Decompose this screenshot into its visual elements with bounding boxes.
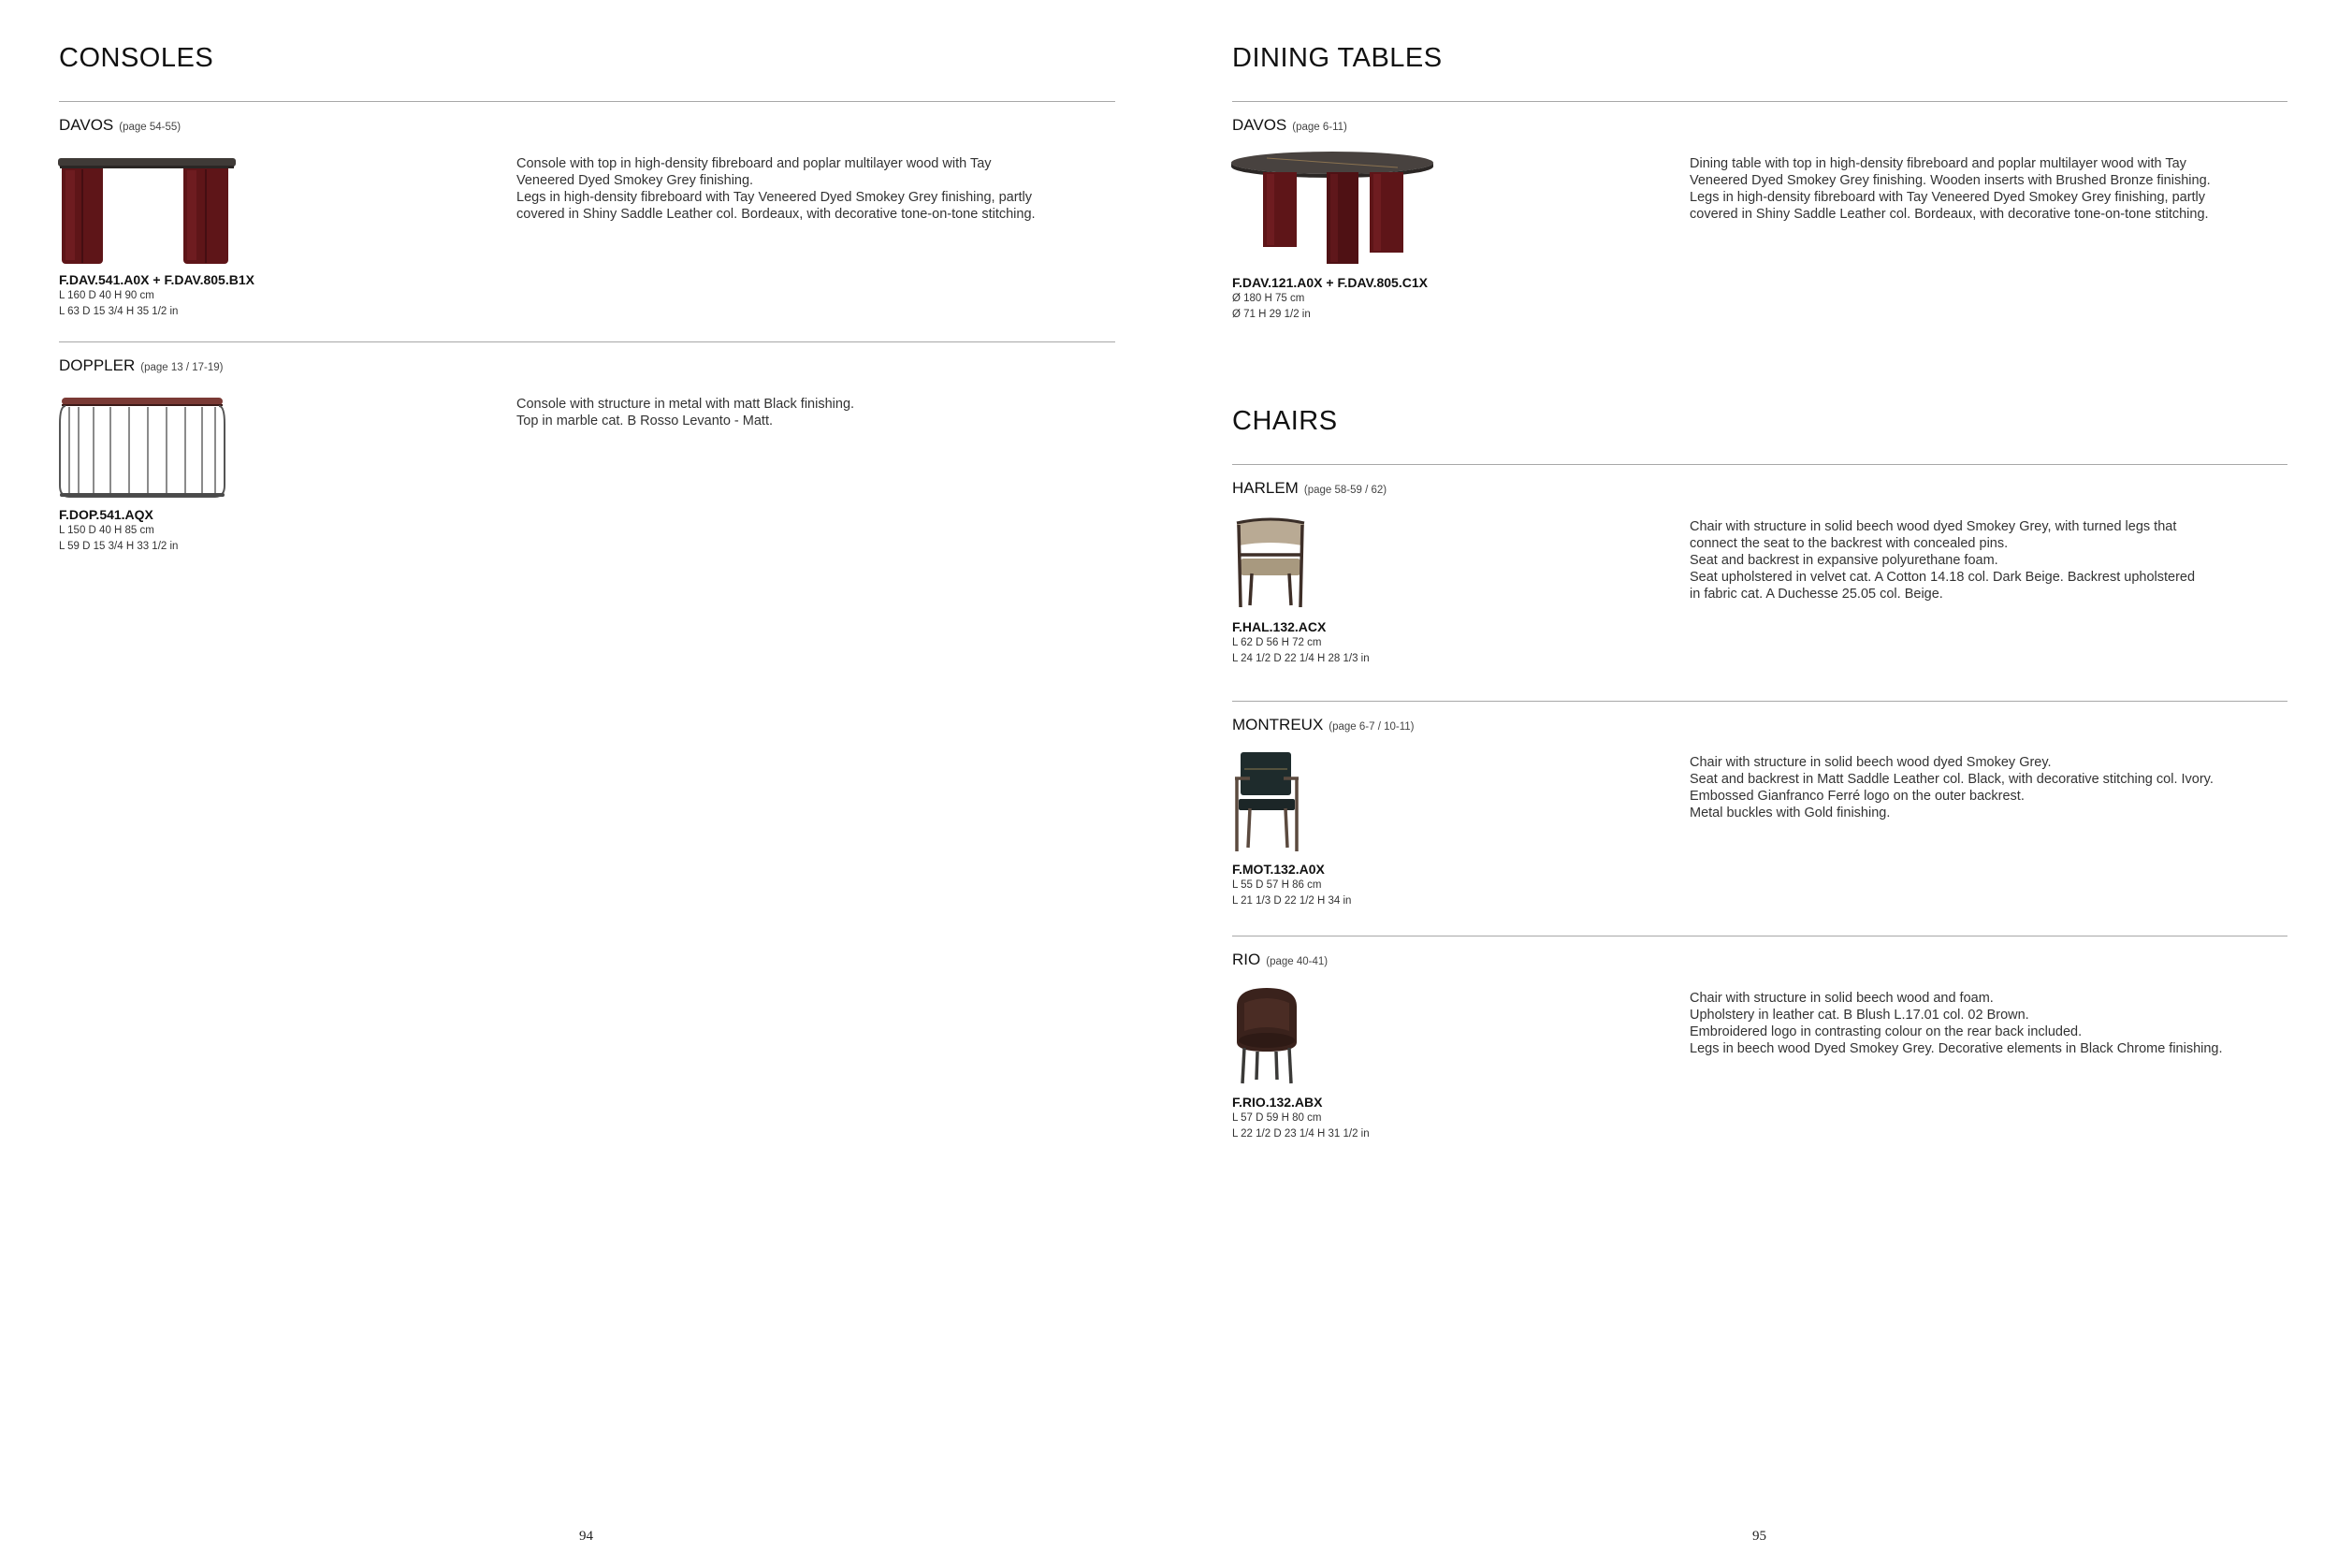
dimensions-cm: Ø 180 H 75 cm	[1232, 293, 1305, 304]
section-divider	[59, 101, 1115, 102]
dimensions-cm: L 57 D 59 H 80 cm	[1232, 1112, 1322, 1124]
page-reference: (page 58-59 / 62)	[1303, 485, 1387, 496]
product-description: Chair with structure in solid beech wood dyed Smokey Grey, with turned legs that connect the seat to the backrest with concealed pins. Seat and backrest in expansive polyurethane foam. Seat upholstered in velvet cat. A Cotton 14.18 col. Dark Beige. Backrest upholstered in fabric cat. A Duchesse 25.05 col. Beige.	[1690, 519, 2196, 602]
dimensions-in: L 59 D 15 3/4 H 33 1/2 in	[59, 541, 179, 552]
section-divider	[1232, 464, 2287, 465]
page-number: 94	[579, 1529, 593, 1544]
product-name: DAVOS	[59, 116, 114, 134]
product-name-davos-dining	[1232, 116, 1347, 135]
product-name-davos-console	[59, 116, 181, 135]
product-description: Dining table with top in high-density fibreboard and poplar multilayer wood with Tay Veneered Dyed Smokey Grey finishing. Wooden inserts with Brushed Bronze finishing. Legs in high-density fibreboard with Tay Veneered Dyed Smokey Grey finishing, partly covered in Shiny Saddle Leather col. Bordeaux, with decorative tone-on-tone stitching.	[1690, 156, 2211, 222]
dimensions-cm: L 150 D 40 H 85 cm	[59, 525, 154, 536]
product-name: DAVOS	[1232, 116, 1287, 134]
davos-dining-table-image	[1229, 150, 1435, 267]
product-name-montreux	[1232, 716, 1414, 734]
page-reference: (page 6-11)	[1292, 122, 1347, 133]
product-name-rio	[1232, 951, 1328, 969]
product-code: F.DAV.541.A0X + F.DAV.805.B1X	[59, 272, 254, 287]
product-name: HARLEM	[1232, 479, 1299, 497]
section-title-dining-tables: DINING TABLES	[1232, 43, 1443, 73]
rio-chair-image	[1231, 986, 1306, 1085]
dimensions-in: L 24 1/2 D 22 1/4 H 28 1/3 in	[1232, 653, 1370, 664]
product-code: F.MOT.132.A0X	[1232, 862, 1325, 877]
page-reference: (page 6-7 / 10-11)	[1329, 721, 1415, 733]
product-divider	[59, 341, 1115, 342]
montreux-chair-image	[1231, 750, 1306, 855]
product-code: F.DOP.541.AQX	[59, 507, 153, 522]
product-code: F.HAL.132.ACX	[1232, 619, 1327, 634]
dimensions-cm: L 160 D 40 H 90 cm	[59, 290, 154, 301]
product-name-harlem	[1232, 479, 1387, 498]
product-description: Chair with structure in solid beech wood and foam. Upholstery in leather cat. B Blush L.17.01 col. 02 Brown. Embroidered logo in contrasting colour on the rear back included. Legs in beech wood Dyed Smokey Grey. Decorative elements in Black Chrome finishing.	[1690, 991, 2223, 1056]
dimensions-in: L 63 D 15 3/4 H 35 1/2 in	[59, 306, 179, 317]
section-divider	[1232, 101, 2287, 102]
product-description: Console with top in high-density fibreboard and poplar multilayer wood with Tay Veneered Dyed Smokey Grey finishing. Legs in high-density fibreboard with Tay Veneered Dyed Smokey Grey finishing, partly covered in Shiny Saddle Leather col. Bordeaux, with decorative tone-on-tone stitching.	[516, 156, 1036, 222]
dimensions-in: Ø 71 H 29 1/2 in	[1232, 309, 1311, 320]
page-number: 95	[1752, 1529, 1766, 1544]
harlem-chair-image	[1231, 517, 1310, 611]
product-code: F.RIO.132.ABX	[1232, 1095, 1323, 1110]
right-page	[1169, 0, 2338, 1568]
dimensions-in: L 21 1/3 D 22 1/2 H 34 in	[1232, 895, 1352, 907]
davos-console-image	[56, 154, 239, 265]
product-code: F.DAV.121.A0X + F.DAV.805.C1X	[1232, 275, 1428, 290]
page-reference: (page 40-41)	[1266, 956, 1329, 967]
product-name: RIO	[1232, 951, 1261, 968]
product-description: Console with structure in metal with matt Black finishing. Top in marble cat. B Rosso Levanto - Matt.	[516, 397, 855, 428]
page-reference: (page 13 / 17-19)	[140, 362, 224, 373]
product-name: MONTREUX	[1232, 716, 1324, 733]
dimensions-cm: L 55 D 57 H 86 cm	[1232, 879, 1322, 891]
product-name: DOPPLER	[59, 356, 136, 374]
product-divider	[1232, 701, 2287, 702]
dimensions-cm: L 62 D 56 H 72 cm	[1232, 637, 1322, 648]
product-name-doppler	[59, 356, 223, 375]
doppler-console-image	[56, 396, 229, 501]
product-description: Chair with structure in solid beech wood dyed Smokey Grey. Seat and backrest in Matt Saddle Leather col. Black, with decorative stitching col. Ivory. Embossed Gianfranco Ferré logo on the outer backrest. Metal buckles with Gold finishing.	[1690, 755, 2214, 820]
section-title-chairs: CHAIRS	[1232, 406, 1338, 436]
section-title-consoles: CONSOLES	[59, 43, 214, 73]
page-reference: (page 54-55)	[119, 122, 182, 133]
dimensions-in: L 22 1/2 D 23 1/4 H 31 1/2 in	[1232, 1128, 1370, 1140]
